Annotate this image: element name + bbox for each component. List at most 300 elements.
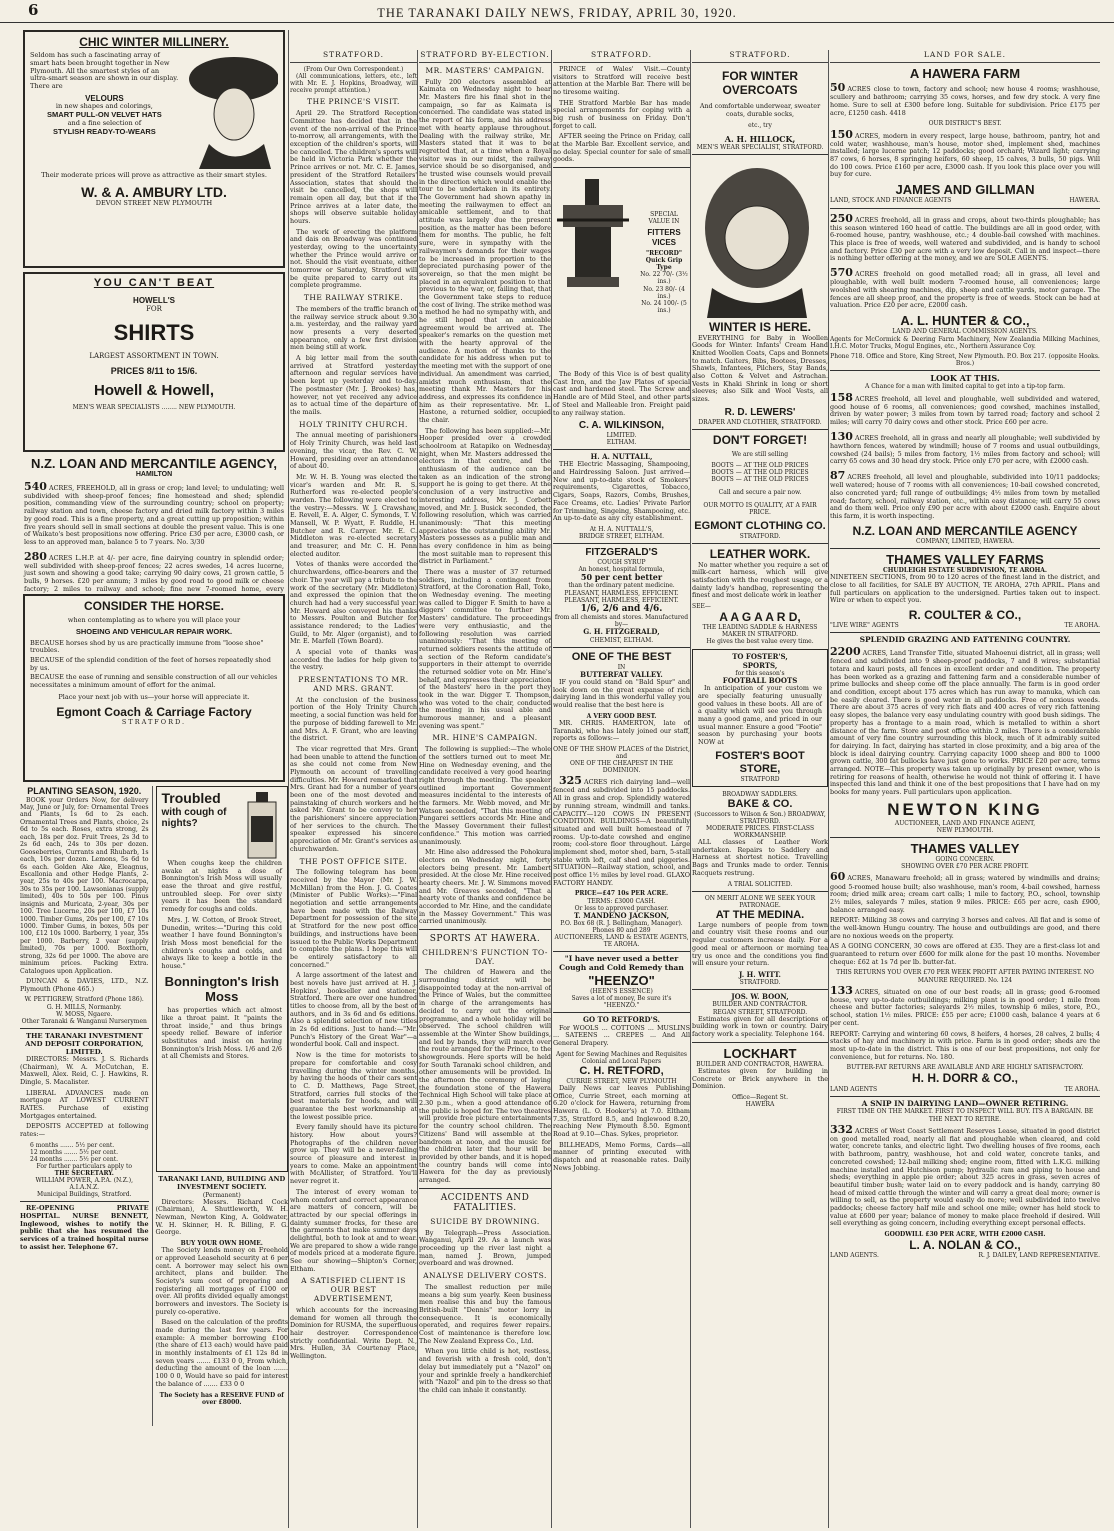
col3-para-9: When you little child is hot, restless, and feverish with a fresh cold, don't delay but immediately put a "Nazol" on your and sprinkle freely a handkerchief with "Nazol" and pin to the dress so that the child can inhale it constantly. [419, 1347, 551, 1394]
vice-size-1: No. 22 70/- (3½ ins.) [640, 271, 688, 286]
col2-section-6: A SATISFIED CLIENT IS OUR BEST ADVERTISEMENT, [301, 1276, 406, 1304]
fitz-l2: 50 per cent better [580, 572, 663, 583]
col3-para-8: The smallest reduction per mile means a big sum yearly. Keen business men realise this and buy the famous British-built "Dennis" motor lorry in consequence. It is economically operated, and requires fewer repairs. Cost of maintenance is therefore low. The New Zealand Express Co., Ltd. [419, 1282, 551, 1345]
medina-name: AT THE MEDINA. [715, 908, 805, 921]
butterfat-show: ONE OF THE SHOW PLACES of the District, [553, 745, 690, 753]
investment-liberal: LIBERAL ADVANCES made on mortgage AT LOWEST CURRENT RATES. Purchase of existing Mortgages entertained. [20, 1088, 149, 1120]
landbuilding-buy: BUY YOUR OWN HOME. [180, 1240, 263, 1248]
retford-go: GO TO RETFORD'S. [583, 1015, 660, 1025]
retford-items: For WOOLS ... COTTONS ... MUSLINS ... SATEENS ... CREPES ... And All General Drapery. [553, 1023, 690, 1048]
aagaard-gives: He gives the best value every time. [706, 638, 814, 646]
page-number: 6 [28, 1, 39, 19]
butterfat-cheap: ONE OF THE CHEAPEST IN THE DOMINION. [569, 760, 674, 775]
hunter-addr: Phone 718. Office and Store, King Street, New Plymouth. P.O. Box 217. (opposite Hooks. Bros.) [830, 352, 1100, 367]
col1-right-sub [153, 786, 288, 1426]
thames2-report2: REPORT: Carrying and wintering 60 cows, 8 heifers, 4 horses, 28 calves, 2 bulls; 4 stacks of hay and machinery in with price. Farm is in good order; sheds are the most up-to-date in the district. This is one of our best propositions, not only for convenience, but for returns. No. 180. [830, 1029, 1100, 1061]
butterfat-who: MR. CHRIS. HAMERTON, late of Taranaki, who has lately joined our staff, reports as follows:— [553, 718, 690, 743]
butterfat-title: ONE OF THE BEST [571, 650, 672, 663]
coulter-town: TE AROHA. [1064, 622, 1100, 630]
bonnington-advert [156, 786, 288, 1172]
col2-para-8: A special vote of thanks was accorded the ladies for help given to the vestry. [290, 648, 417, 672]
col3-para-2: The following has been supplied:—Mr. Hooper presided over a crowded schoolroom at Ratapiko on Wednesday night, when Mr. Masters addressed the electors in that centre, and the enthusiasm of the audience can be taken as an indication of the strong support he is going to get there. At the conclusion of a very instructive and interesting address, Mr. J. Corbett moved, and Mr. J. Busick seconded, the following resolution, which was carried unanimously: "That this meeting appreciates the outstanding ability Mr. Masters possesses as a public man and has every confidence in him as being the most suitable man to represent this district in Parliament." [419, 426, 551, 566]
dorr-name: H. H. DORR & CO., [911, 1071, 1018, 1086]
col1-lower [20, 786, 288, 1426]
egmont-clothing-town: STRATFORD. [739, 533, 781, 541]
col2-note: (All communications, letters, etc., left with Mr. E. J. Hopkins, Broadway, will receive prompt attention.) [290, 72, 417, 95]
horse-advert [23, 594, 285, 782]
lockhart-sub: BUILDER AND CONTRACTOR, HAWERA. [696, 1061, 824, 1068]
howell-advert [23, 272, 285, 452]
butterfat-terms: TERMS: £3000 CASH. [587, 897, 656, 905]
col3-para-7: By Telegraph—Press Association. Wanganui, April 29. As a launch was proceeding up the river last night a man, named J. Brown, jumped overboard and was drowned. [419, 1228, 551, 1268]
hospital-notice: RE-OPENING PRIVATE HOSPITAL. NURSE BENNETT, Inglewood, wishes to notify the public that she has resumed the services of a trained hospital nurse to assist her. Telephone 67. [20, 1204, 149, 1251]
medicine-bottle-illustration [242, 790, 282, 860]
aagaard-sub: THE LEADING SADDLE & HARNESS MAKER IN STRATFORD. [702, 624, 818, 639]
column-3 [419, 50, 552, 1528]
hawera-listing-1: ACRES close to town, factory and school; new house 4 rooms; washhouse, scullery and bathroom; carrying 35 cows, horses, and few dry stock. A very fine home. Sure to sell at £300 before long. Suitable for subdivision. Price £175 per acre, £1250 cash. 4418 [830, 85, 1100, 117]
leather-see: SEE— [692, 602, 711, 610]
dont-still: We are still selling [731, 450, 789, 458]
bake-trial: A TRIAL SOLICITED. [727, 880, 793, 888]
planting-title: PLANTING SEASON, 1920. [27, 786, 142, 796]
retford-agent: Agent for Sewing Machines and Requisites [555, 1050, 688, 1058]
col3-section-6: SUICIDE BY DROWNING. [430, 1216, 540, 1226]
nuttall-at: At H. A. NUTTALL'S, [589, 525, 654, 533]
heenzo-saves: Saves a lot of money, Be sure it's "HEENZO." [571, 995, 672, 1010]
thames2-acres-2: 133 [830, 983, 853, 997]
retford-paper: Colonial and Local Papers [581, 1057, 662, 1065]
col2-para-13: Now is the time for motorists to prepare for comfortable and cosy travelling during the winter months, by having the hoods of their cars sent to C. D. Matthews, Page Street, Stratford, carries full stocks of the best materials for hoods, and will guarantee the best workmanship at the lowest possible price. [290, 1051, 417, 1121]
col3-section-7: ANALYSE DELIVERY COSTS. [423, 1271, 547, 1281]
dorr-town: TE AROHA. [1064, 1085, 1100, 1093]
col4-notice-3: AFTER seeing the Prince on Friday, call at the Marble Bar. Excellent service, and no delay. Special counter for sale of small goods. [553, 132, 690, 164]
butterfat-agent: T. MANDENO JACKSON, [573, 910, 670, 920]
col2-section-5: THE POST OFFICE SITE. [299, 856, 408, 866]
vice-size-3: No. 24 100/- (5 ins.) [641, 299, 687, 314]
thames2-listing-2: ACRES, situated on one of our best roads; all in grass; good 6-roomed house, very up-to-date outbuildings; milking plant is in good order; 1 mile from cheese and butter factories; saleyards 2½ miles, township 6 miles, store, P.O., school, station 1½ miles. PRICE: £55 per acre; £1000 cash, balance 4 years at 6 per cent. [830, 987, 1100, 1027]
thames2-return: THIS RETURNS YOU OVER £70 PER WEEK PROFIT AFTER PAYING INTEREST. NO MANURE REQUIRED. No. 124 [836, 969, 1094, 984]
col2-para-16: which accounts for the increasing demand for women all through the Dominion for RUSMA, the superfluous hair destroyer. Correspondence strictly confidential. Write Dept. N., Mrs. Hullen, 3A Courtenay Place, Wellington. [290, 1305, 417, 1361]
hillock-and: And comfortable underwear, sweater coats, durable socks, [699, 102, 821, 118]
heenzo-name: "HEENZO" [588, 972, 655, 988]
newton-king-sub: AUCTIONEER, LAND AND FINANCE AGENT, [894, 819, 1036, 827]
ambury-line4: and a fine selection of [67, 119, 142, 128]
nzloan-listing-2: ACRES L.H.P. at 4/- per acre, fine dairying country in splendid order; well subdivided with sheep-proof fences; 22 acres swedes, 14 acres lucerne, just sown and showing a good take; carrying 90 dairy cows, 21 grown cattle, 5 bulls, 9 horses. £20 per annum; 3 miles by good road to good milk or cheese factory; 2 miles to railway and school; fine new 7-roomed home, every [24, 553, 284, 593]
james-gillman-name: JAMES AND GILLMAN [895, 182, 1035, 198]
column-2 [290, 50, 418, 1528]
planting-w3: W. MOSS, Ngaere. [56, 1010, 113, 1018]
snip-price: GOODWILL £30 PER ACRE, WITH £2000 CASH. [884, 1231, 1046, 1239]
hawera-listing-2: ACRES, modern in every respect, large house, bathroom, pantry, hot and cold water, washhouse, man's house, motor shed, implement shed, machines installed; large lucerne patch; 12 paddocks; good orchard; Wizard light; carrying 87 cows, 6 horses, 8 springing heifers, 60 sheep, 15 calves, 3 bulls, 50 pigs. Will do 100 cows. Price £160 per acre, £3000 cash. If you look this place over you will buy for cure. [830, 131, 1100, 179]
investment-rate-1: 6 months ....... 5½ per cent. [30, 1141, 115, 1149]
coulter-name: R. COULTER & CO., [908, 608, 1022, 623]
investment-further: For further particulars apply to [36, 1162, 132, 1170]
hillock-name: A. H. HILLOCK, [724, 133, 796, 144]
howell-prices: PRICES 8/11 to 15/6. [110, 365, 198, 376]
aagaard-name: A A G A A R D, [719, 610, 801, 625]
landbuilding-title: TARANAKI LAND, BUILDING AND INVESTMENT SOCIETY. [158, 1175, 286, 1191]
bonnington-body2: has properties which act almost like a throat paint. It "paints the throat inside," and thus brings speedy relief. Beware of inferior substitutes and insist on having Bonnington's Irish Moss. 1/6 and 2/6 at all Chemists and Stores. [161, 1006, 282, 1061]
vice-name: C. A. WILKINSON, [578, 420, 665, 432]
butterfat-in: IN [617, 663, 626, 671]
thames2-going: GOING CONCERN. [935, 856, 995, 864]
nuttall-addr: BRIDGE STREET, ELTHAM. [578, 533, 664, 540]
vice-desc: The Body of this Vice is of best quality Cast Iron, and the Jaw Plates of special cast and hardened steel. The Screw and Handle are of Mild Steel, and other parts of Steel and Malleable Iron. Freight paid to any railway station. [553, 370, 690, 417]
col2-heading: STRATFORD. [290, 50, 417, 63]
howell-name: Howell & Howell, [93, 382, 214, 400]
fitz-l3: than the ordinary patent medicine. [568, 582, 675, 590]
dont-call: Call and secure a pair now. [718, 489, 802, 497]
retford-news: Daily News car leaves Publishing Office, Currie Street, each morning at 6.20 o'clock for Hawera, returning from Hawera (L. O. Hooker's) at 7.0. Eltham 7.35, Stratford 8.5, and Inglewood 8.20, reaching New Plymouth 8.50. Egmont Road at 9.10—Chas. Sykes, proprietor. [553, 1083, 690, 1139]
foster-advert [692, 649, 828, 786]
winter-title: WINTER IS HERE. [708, 320, 811, 335]
fitz-sub: COUGH SYRUP [597, 558, 646, 566]
column-5 [692, 50, 829, 1528]
ambury-readytowear: STYLISH READY-TO-WEARS [53, 126, 156, 136]
hillock-try: etc., try [748, 121, 772, 129]
newton-king-name: NEWTON KING [887, 799, 1043, 819]
hawera-acres-1: 50 [830, 81, 846, 95]
dont-boots-1: BOOTS — AT THE OLD PRICES [711, 461, 809, 469]
james-gillman-town: HAWERA. [1069, 197, 1100, 205]
ambury-address: DEVON STREET NEW PLYMOUTH [95, 199, 213, 208]
col2-para-4: A big letter mail from the south arrived at Stratford yesterday afternoon and regular services have been kept up yesterday and to-day. The postmaster (Mr. J. Brookes) has, however, not yet received any advice as to actual time of the departure of the mails. [290, 354, 417, 416]
look-name: N.Z. LOAN AND MERCANTILE AGENCY [852, 523, 1078, 538]
col2-para-11: The following telegram has been received by the Mayor (Mr. J. W. McMillan) from the Hon. J. G. Coates (Minister of Public Works):—"Final negotiation and settle arrangements have been made with the Railway Department for possession of the site at Stratford for the new post office buildings, and instructions have been issued to the Public Works Department to complete the plans. I hope this will be entirely satisfactory to all concerned." [290, 868, 417, 969]
look-title: LOOK AT THIS. [930, 373, 1000, 384]
col1-left-sub [20, 786, 153, 1426]
planting-body: BOOK your Orders Now, for delivery May, June or July, for: Ornamental Trees and Plants, 1s 6d to 2s each. Ornamental Trees and Plants, choice, 2s 6d to 5s each. Roses, extra strong, 2s each, 18s per doz. Fruit Trees, 2s 3d to 2s 6d each, 24s to 30s per dozen. Gooseberries, Currants and Rhubarb, 1s each, 10s per dozen. Lemons, 5s 6d to 6s each. Golden Ake Ake, Eleagnus, Escallonia and other Hedge Plants, 2-year, 25s to 40s per 100. Macrocarpa, 30s to 35s per 100. Lawsonianas (supply limited), 40s to 50s per 100. Pinus insignis and Muricata, 2-year, 30s per 100. Tree Lucerne, 20s per 100, £7 10s 1000. Timber Gums, 20s per 100, £7 10s 1000. Timber Gums, in boxes, 50s per 100, £12 10s 1000. Barberry, 1 year, 35s per 1000. Barberry, 2 year (supply limited), 70s per 1000. Boxthorn, strong, 32s 6d per 1000. The above are minimum prices. Packing Extra. Catalogues upon Application. [20, 796, 149, 975]
nolan-name: L. A. NOLAN & CO., [909, 1238, 1021, 1253]
horse-line1: when contemplating as to where you will place your [67, 616, 241, 625]
vice-fitters: FITTERS VICES [647, 228, 681, 247]
dont-boots-3: BOOTS — AT THE OLD PRICES [711, 475, 809, 483]
butterfat-desc: ACRES rich dairying land—well fenced and subdivided into 15 paddocks. All in grass and crop. Splendidly watered by running stream, windmill and tanks. CAPACITY—120 COWS IN PRESENT CONDITION. BUILDINGS—A beautifully situated and well built homestead of 7 rooms. Up-to-date cowshed and engine room; cool-store floor throughout. Large implement shed, motor shed, barn, 5-stall stable with loft, calf shed and piggeries. SITUATION—Railway station, school, and post office 1½ miles by level road. GLAXO FACTORY HANDY. [553, 778, 690, 887]
fitz-l4: PLEASANT, HARMLESS, EFFICIENT. PLEASANT, HARMLESS, EFFICIENT. [564, 589, 679, 604]
investment-directors: DIRECTORS: Messrs. J. S. Richards (Chairman), W. A. McCutchan, E. Maxwell, Alex. Reid, C. J. Hawkins, R. Dingle, S. Macalister. [20, 1054, 149, 1086]
fitz-name: G. H. FITZGERALD, [583, 627, 660, 637]
snip-listing: ACRES of West Coast Settlement Reserves Lease, situated in good district on good metalled road, nearly all flat and ploughable when cleared, and cold water, concrete tanks, and electric light. Two dwelling houses of five rooms, each with bathroom, pantry, washhouse, hot and cold water, concrete tanks, and concreted cowshed; 12-bail milking shed; engine room, fitted with L.K.G. milking machine installed and Hutchison pump; hydraulic ram and piping to house and sheds; everything in apple pie order; about 325 acres in grass, seven acres of beautiful timber bush; water laid on to every paddock and is handy, carrying 80 head of mixed cattle through the winter and will carry a great deal more; owner is willing to sell, as the property would easily do more; well subdivided into twelve paddocks; cheese factory half mile and school one mile; owner has held stock to value at £600 per year; balance of money to make place freehold if desired. Will sell everything as going concern, including everything except personal effects. [830, 1126, 1100, 1228]
snip-title: A SNIP IN DAIRYING LAND—OWNER RETIRING. [861, 1098, 1069, 1108]
horse-title: CONSIDER THE HORSE. [83, 599, 224, 613]
col2-para-10: The vicar regretted that Mrs. Grant had been unable to attend the function as she could not come from New Plymouth on account of travelling difficulties. Mr. Howard remarked that Mrs. Grant had for a number of years been one of the most devoted and painstaking of church workers and he asked Mr. Grant to be convey to her the parishioners' sincere appreciation of her services to the church. The speaker expressed his sincere appreciation of Mr. Grant's services as churchwarden. [290, 744, 417, 853]
col6-heading: LAND FOR SALE. [830, 50, 1100, 63]
butterfat-or: Or less to approved purchaser. [574, 904, 669, 912]
james-gillman-sub: LAND, STOCK AND FINANCE AGENTS [830, 197, 952, 205]
leather-title: LEATHER WORK. [709, 547, 811, 562]
horse-firm: Egmont Coach & Carriage Factory [56, 705, 252, 720]
look-sub: COMPANY, LIMITED, HAWERA. [915, 537, 1014, 545]
foster-boots: FOOTBALL BOOTS [722, 675, 798, 685]
nzloan-acres-1: 540 [24, 479, 47, 493]
col2-para-6: Mr. W. H. B. Young was elected the vicar's warden and Mr. R. S. Rutherford was re-elected people's warden. The following were elected to the vestry:—Messrs. W. J. Crawshaw, E. Revell, E. A. Alger, C. Symonds, T. V. Mansell, W. P. Wyatt, F. Ruddle, H. Butcher and R. Carryer. Mr. E. C. Middleton was re-elected secretary and treasurer, and Mr. C. H. Penn elected auditor. [290, 472, 417, 558]
hunter-acres-2: 570 [830, 266, 853, 280]
nzloan-sub: HAMILTON [135, 471, 173, 479]
col2-section-1: THE PRINCE'S VISIT. [307, 97, 400, 107]
planting-w1: W. PETTIGREW, Stratford (Phone 186). [24, 996, 144, 1004]
thames2-show: SHOWING OVER £70 PER ACRE PROFIT. [901, 863, 1029, 871]
hillock-over: OVERCOATS [722, 83, 798, 97]
col2-para-14: Every family should have its picture history. How about yours? Photographs of the children never grow up. They will be a never-failing source of pleasure and interest in years to come. Make an appointment with McAllister, of Stratford. You'll never regret it. [290, 1123, 417, 1186]
nzloan-title: N.Z. LOAN AND MERCANTILE AGENCY, [30, 456, 278, 471]
horse-town: STRATFORD. [121, 718, 187, 727]
vice-town: ELTHAM. [606, 439, 637, 447]
lockhart-body: Estimates given for building in Concrete or Brick anywhere in the Dominion. [692, 1067, 828, 1091]
col2-para-7: Votes of thanks were accorded the churchwardens, office-bearers and the choir. The year will pay a tribute to the work of the secretary (Mr. Middleton) and expressed the opinion that the church had had a very successful year. Mr. Howard also conveyed his thanks to Messrs. Poulton and Butcher for assistance rendered; to the Ladies' Guild, to Mr. Alger (organist), and to Mr. E. Marfell (Town Board). [290, 560, 417, 646]
col3-para-5: Mr. Hine also addressed the Pohokura electors on Wednesday night, forty electors being present. Mr. Lambert presided. At the close Mr. Hine received hearty cheers. Mr. J. W. Simmons moved and Mr. Greaves seconded, "That a hearty vote of thanks and confidence be accorded to Mr. Hine, and the candidate in the Massey Government." This was carried unanimously. [419, 848, 551, 926]
fitz-chem: CHEMIST, ELTHAM. [589, 636, 654, 644]
ambury-velvet: SMART PULL-ON VELVET HATS [47, 110, 162, 120]
bonnington-testimonial: Mrs. J. W. Cotton, of Brook Street, Dunedin, writes:—"During this cold weather I have found Bonnington's Irish Moss most beneficial for the children's coughs and colds, and always like to keep a bottle in the house." [161, 915, 282, 970]
foster-to: TO FOSTER'S, [732, 652, 788, 662]
ambury-advert [23, 30, 285, 268]
howell-line5: LARGEST ASSORTMENT IN TOWN. [89, 351, 219, 360]
foster-for: for this season's [735, 669, 785, 677]
retford-bills: BILLHEADS, Memo Forms, Cards—all manner of printing executed with dispatch and at reasonable rates. Daily News Jobbing. [553, 1140, 690, 1172]
butterfat-good: A VERY GOOD BEST. [586, 712, 657, 720]
dorr-sub: LAND AGENTS [830, 1085, 878, 1093]
fitz-title: FITZGERALD'S [585, 547, 658, 559]
investment-rate-3: 24 months ....... 5½ per cent. [30, 1155, 119, 1163]
investment-who: WILLIAM POWER, A.P.A. (N.Z.), A.I.A.N.Z. [35, 1177, 134, 1192]
investment-rate-2: 12 months ....... 5½ per cent. [30, 1148, 119, 1156]
hillock-for: FOR WINTER [722, 68, 798, 83]
vice-special: SPECIAL VALUE IN [648, 211, 680, 226]
nzloan-listing-1: ACRES, FREEHOLD, all in grass or crop; land level; to undulating; well subdivided with sheep-proof fences; fine homestead and shed; splendid position, commanding view of the surrounding country; school on property; railway station and town, cheese factory and dried milk factory within 3 miles by good road. This is a fine property, and a great cutting up proposition; within five years should sell in small sections at double the present value. This is one of Waikato's best propositions now offering. Price £30 per acre, £3000 cash, or less to an approved man, balance 5 to 7 years. No. 3/30 [24, 483, 284, 546]
foster-body: In anticipation of your custom we are specially featuring unusually good values in these boots. All are of a quality which will see you through many a good game, and priced in our usual manner. Ensure a good "Footie" season by purchasing your boots NOW at [698, 684, 822, 747]
nolan-rep: R. J. DAILEY, LAND REPRESENTATIVE. [978, 1252, 1100, 1260]
horse-line4: BECAUSE of the splendid condition of the feet of horses repeatedly shod by us. [30, 655, 271, 672]
col3-section-5: ACCIDENTS AND FATALITIES. [440, 1192, 530, 1214]
snip-first: FIRST TIME ON THE MARKET. FIRST TO INSPECT WILL BUY. ITS A BARGAIN. BE THE NEXT TO RETIRE. [836, 1108, 1094, 1123]
col3-section-3: SPORTS AT HAWERA. [429, 934, 541, 945]
nolan-sub: LAND AGENTS. [830, 1252, 879, 1260]
col3-para-6: The children of Hawera and the surrounding district will be disappointed today at the non-arrival of the Prince of Wales, but the committee in charge of the arrangements has decided to carry out the original programme, and a whole holiday will be observed. The school children will assemble at the Winter Show buildings, and led by bands, they will march over the route arranged for the Prince, to the showgrounds. Here sports will be held for South Taranaki school children, and other amusements will be provided. In the afternoon the ceremony of laying the foundation stone of the Hawera Technical High School will take place at 2.30 p.m., when a good attendance of the public is hoped for. The two theatres will provide free picture entertainments for the country school children. The Citizens' Band will assemble at the bandroom at noon, and the music for the children later that hour will be provided by other bands, and it is hoped the country bands will come into Hawera for the day as previously arranged. [419, 968, 551, 1184]
column-1 [20, 30, 289, 1528]
horse-line3: BECAUSE horses shod by us are practically immune from "loose shoe" troubles. [30, 638, 264, 655]
dont-title: DON'T FORGET! [712, 432, 808, 447]
thames2-acres-1: 60 [830, 870, 846, 884]
look-acres-3: 87 [830, 469, 846, 483]
lady-in-hat-illustration [179, 49, 278, 169]
col2-para-12: A large assortment of the latest and best novels have just arrived at H. J. Hopkins', bookseller and stationer, Stratford. There are over one hundred titles to choose from, all by the best of authors, and in 3s 6d and 6s editions. Also a splendid selection of new titles in 2s 6d editions. Just to hand:—"Mr. Punch's History of the Great War"—a wonderful book. Call and inspect. [290, 971, 417, 1049]
nuttall-name: H. A. NUTTALL, [590, 452, 653, 462]
investment-secretary: THE SECRETARY. [54, 1170, 114, 1178]
howell-shirts: SHIRTS [113, 319, 195, 345]
retford-addr: CURRIE STREET, NEW PLYMOUTH [566, 1077, 677, 1085]
col3-section-2: MR. HINE'S CAMPAIGN. [432, 733, 538, 743]
thames2-going2: AS A GOING CONCERN, 30 cows are offered at £35. They are a first-class lot and guaranteed to return over £600 for milk alone for the past 10 months. November cheque: £62 at 1s 7d per lb. butter-fat. [830, 942, 1100, 966]
dont-boots-2: BOOTS — AT THE OLD PRICES [711, 468, 809, 476]
howell-sub: MEN'S WEAR SPECIALISTS ........ NEW PLYMOUTH. [72, 404, 236, 412]
butterfat-valley: BUTTERFAT VALLEY. [580, 669, 663, 679]
butterfat-town: TE AROHA. [603, 941, 640, 949]
boon-addr: REGAN STREET, STRATFORD. [712, 1008, 808, 1016]
nzloan-hamilton-advert [20, 456, 288, 594]
bonnington-head2: with cough of nights? [161, 806, 227, 830]
bonnington-head1: Troubled [161, 790, 221, 806]
fitz-from: from all chemists and stores. Manufactured by— [554, 614, 689, 629]
ambury-title: CHIC WINTER MILLINERY. [79, 35, 229, 49]
newton-king-town: NEW PLYMOUTH. [936, 826, 994, 834]
col4-heading: STRATFORD. [553, 50, 690, 63]
nzloan-acres-2: 280 [24, 549, 47, 563]
hawera-our: OUR DISTRICT'S BEST. [928, 120, 1002, 128]
bake-body: ALL classes of Leather Work undertaken. Repairs to Saddlery and Harness at shortest notice. Travelling Bags and Trunks made to order. Tennis Racquets restrung. [692, 838, 828, 877]
vice-record: "RECORD" Quick Grip Type [645, 250, 683, 272]
bake-name: BAKE & CO. [727, 797, 793, 810]
investment-title: THE TARANAKI INVESTMENT AND DEPOSIT CORPORATION, LIMITED. [25, 1031, 144, 1056]
boon-body: Estimates given for all descriptions of building work in town or country. Dairy factory work a speciality. Telephone 164. [692, 1014, 828, 1038]
masthead [0, 0, 1114, 23]
butterfat-auct: AUCTIONEERS, LAND & ESTATE AGENTS, [554, 934, 689, 942]
bonnington-body: When coughs keep the children awake at nights a dose of Bonnington's Irish Moss will usually ease the throat and give restful, untroubled sleep. For over sixty years it has been the standard remedy for coughs and colds. [161, 859, 282, 914]
foster-town: STRATFORD [740, 775, 780, 783]
hunter-sub: LAND AND GENERAL COMMISSION AGENTS. [892, 328, 1038, 336]
coulter-live: "LIVE WIRE" AGENTS [830, 622, 899, 630]
col2-section-3: HOLY TRINITY CHURCH. [299, 419, 408, 429]
foster-sports: SPORTS, [742, 660, 778, 670]
thames-body: NINETEEN SECTIONS, from 90 to 120 acres of the finest land in the district, and close to all facilities, for SALE BY AUCTION, TE AROHA, 27th APRIL. Plans and full particulars on application to the undersigned. Parties taken out to inspect. Wire or when to expect you. [830, 573, 1100, 605]
newspaper-title: THE TARANAKI DAILY NEWS, FRIDAY, APRIL 30, 1920. [377, 6, 737, 20]
investment-where: Municipal Buildings, Stratford. [36, 1191, 132, 1199]
fitz-prices: 1/6, 2/6 and 4/6. [580, 603, 663, 614]
col2-para-9: At the conclusion of the business portion of the Holy Trinity Church meeting, a social function was held for the purpose of bidding farewell to Mr. and Mrs. A. F. Grant, who are leaving the district. [290, 695, 417, 743]
column-6 [830, 50, 1100, 1528]
landbuilding-reserve: The Society has a RESERVE FUND of over £8000. [159, 1391, 284, 1406]
col3-para-3: There was a muster of 37 returned soldiers, including a contingent from Stratford, at the Coronation Hall, Toko, on Wednesday evening. The meeting was called to Digger F. Smith to have a diggers' committee to further Mr. Masters' candidature. The proceedings were very enthusiastic, and the following resolution was carried unanimously: "That this meeting of returned soldiers resents the attitude of a section of the Reform candidate's supporters in their attempt to override the returned soldier vote on Mr. Hine's behalf, and expresses their appreciation of the Masters' hero in the port they took in the war. Digger T. Thompson, who was voted to the chair, conducted the meeting in his usual able and humorous manner, and a pleasant evening was spent." [419, 568, 551, 730]
col2-correspondent: (From Our Own Correspondent.) [303, 65, 404, 73]
boon-name: JOS. W. BOON, [731, 992, 789, 1002]
col3-section-4: CHILDREN'S FUNCTION TO-DAY. [422, 947, 548, 966]
lockhart-town: HAWERA [745, 1101, 775, 1109]
landbuilding-rates: Based on the calculation of the profits made during the last few years. For example: A member borrowing £100 (the share of £13 each) would have paid in monthly instalments of £1 12s 8d in seven years ....... £133 0 0, From which, deducting the amount of the loan ....... 100 0 0, Would have so paid for interest the balance of ....... £33 0 0 [155, 1318, 288, 1388]
look-listing-3: ACRES freehold, all level and ploughable, subdivided into 10/11 paddocks; well watered; house of 7 rooms with all conveniences; 10-bail cowshed concreted, also concreted yard; full range of outbuildings; 4½ miles from town by metalled road; factory, school, railway station, etc., within easy distance; will carry 55 cows and do them well. Price only £90 per acre with about £2000 cash. Enquire about this farm, it is worth inspecting. [830, 473, 1100, 520]
horse-line2: SHOEING AND VEHICULAR REPAIR WORK. [75, 626, 233, 636]
thames2-butter: BUTTER-FAT RETURNS ARE AVAILABLE AND ARE HIGHLY SATISFACTORY. [846, 1064, 1084, 1072]
howell-line1: YOU CAN'T BEAT [93, 277, 215, 289]
ambury-prices: Their moderate prices will prove as attractive as their smart styles. [41, 171, 267, 180]
howell-line2: HOWELL'S [133, 295, 175, 305]
splendid-acres: 2200 [830, 645, 861, 659]
ambury-intro: Seldom has such a fascinating array of smart hats been brought together in New Plymouth. All the smartest styles of an ultra-smart season are shown in our display. There are [30, 51, 179, 91]
bake-head: BROADWAY SADDLERS. [722, 790, 798, 798]
col2-para-5: The annual meeting of parishioners of Holy Trinity Church, was held last evening, the vicar, the Rev. C. W. Howard, presiding over an attendance of about 40. [290, 431, 417, 471]
vice-illustration [555, 175, 635, 325]
butterfat-price: PRICE—£47 10s PER ACRE. [574, 890, 669, 898]
thames2-title: THAMES VALLEY [910, 840, 1020, 856]
look-acres-2: 130 [830, 429, 853, 443]
howell-line3: FOR [146, 305, 162, 314]
col5-heading: STRATFORD. [692, 50, 828, 63]
vice-ltd: LIMITED. [606, 432, 637, 440]
medina-who: J. H. WITT. [739, 969, 781, 979]
dont-motto: OUR MOTTO IS QUALITY, AT A FAIR PRICE. [703, 502, 817, 517]
boon-sub: BUILDER AND CONTRACTOR. [712, 1001, 808, 1009]
look-listing-2: ACRES freehold, all in grass and nearly all ploughable; well subdivided by hawthorn fences, watered by windmill; house of 7 rooms and usual outbuildings, cowshed (24 bails); 5 miles from factory, 1½ miles from factory and school; will carry 65 cows and 30 head dry stock. Price only £70 per acre, with £2000 cash. [830, 433, 1100, 466]
col2-para-3: The members of the traffic branch of the railway service struck about 9.30 a.m. yesterday, and the railway yard now presents a very deserted appearance, only a few first division men being still at work. [290, 304, 417, 352]
thames2-report: REPORT: Milking 38 cows and carrying 3 horses and calves. All flat and is some of the well-known Hungu country. The house and outbuildings are good, and there are no noxious weeds on the property. [830, 916, 1100, 940]
butterfat-acres: 325 [559, 774, 582, 788]
retford-name: C. H. RETFORD, [579, 1064, 664, 1077]
col3-heading: STRATFORD BY-ELECTION. [419, 50, 551, 63]
medina-body: Large numbers of people from town and country visit these rooms and our regular customers increase daily. For a good meal or afternoon or morning tea try us once and the conditions you find will ensure your return. [692, 920, 828, 968]
ambury-name: W. & A. AMBURY LTD. [81, 183, 227, 200]
lockhart-name: LOCKHART [723, 1045, 797, 1061]
col2-section-2: THE RAILWAY STRIKE. [303, 293, 404, 303]
col3-section-1: MR. MASTERS' CAMPAIGN. [425, 65, 545, 75]
butterfat-body: IF you could stand on "Bald Spur" and look down on the great expanse of rich dairying land in this wonderful valley you would realise that the best here is [553, 678, 690, 710]
col4-notice-2: THE Stratford Marble Bar has made special arrangements for coping with a big rush of business on Friday. Don't forget to call. [553, 98, 690, 130]
splendid-title: SPLENDID GRAZING AND FATTENING COUNTRY. [859, 635, 1071, 645]
foster-name: FOSTER'S BOOT STORE, [715, 749, 805, 775]
planting-w2: G. H. MILLS, Normanby. [46, 1003, 122, 1011]
col2-section-4: PRESENTATIONS TO MR. AND MRS. GRANT. [298, 675, 409, 693]
column-4 [553, 50, 691, 1528]
bonnington-name: Bonnington's Irish Moss [164, 973, 279, 1004]
winter-body: EVERYTHING for Baby in Woollen Goods for Winter. Infants' Cream Hand Knitted Woollen Coats, Caps and Bonnets to match. Gaiters, Bibs, Bootees, Dresses, Shawls, Infantees, Pilchers, Stay Bands, also Cotton & Velvet and Astrachan. Vests in Khaki Shrink in long or short sleeves; also Silk and Wool Vests, all sizes. [692, 333, 829, 404]
col3-para-1: Fully 200 electors assembled at Kaimata on Wednesday night to hear Mr. Masters fire his final shot in the campaign, so far as Kaimata is concerned. The candidate was stated in the report of his form, and his address met with hearty applause throughout. Dealing with the railway strike, Mr. Masters stated that it was to be regretted that, at a time when a Royal visitor was in our midst, the railway service should be so disorganised, and he trusted wise counsels would prevail in the direction which would enable the tour to be undertaken in its entirety. The Government had shown apathy in meeting the railwaymen to effect an amicable settlement, and to that attitude was largely due the present position, as the matter has been before them for months. The public, he felt sure, were in sympathy with the railwaymen's demands for their wages to be increased in proportion to the depreciated purchasing power of the sovereign, so that the men might be placed in an equivalent position to that previous to the war, or, failing that, that the Government take steps to reduce the cost of living. The strike method was a method he had no sympathy with, and he still hoped that an amicable agreement would be arrived at. The speaker's remarks on the question met with the hearty approval of the audience. A motion of thanks to the candidate for his address when put to the meeting met with the support of one individual. An amendment was carried, amidst much enthusiasm, that the meeting thank Mr. Masters for his address, and expresses its confidence in him as their representative. Mr. L. Hastone, a returned soldier, occupied the chair. [419, 77, 551, 424]
hunter-acres-1: 250 [830, 211, 853, 225]
hawera-title: A HAWERA FARM [909, 65, 1021, 81]
hawera-acres-2: 150 [830, 127, 853, 141]
hunter-name: A. L. HUNTER & CO., [900, 313, 1030, 329]
vice-size-2: No. 23 80/- (4 ins.) [643, 285, 685, 300]
medina-town: STRATFORD. [739, 979, 781, 987]
egmont-clothing-name: EGMONT CLOTHING CO. [694, 520, 826, 533]
leather-body: No matter whether you require a set of milk-cart harness, which will give satisfaction with the roughest usage, or a dainty lady's handbag, representing the finest and most delicate work in leather [692, 560, 828, 600]
col4-notice-1: PRINCE of Wales' Visit.—County visitors to Stratford will receive best attention at the Marble Bar. There will be no tiresome waiting. [553, 64, 690, 96]
heenzo-quote: "I have never used a better Cough and Cold Remedy than [559, 954, 684, 973]
look-acres-1: 158 [830, 390, 853, 404]
nuttall-body: THE Electric Massaging, Shampooing, and Hairdressing Saloon. Just arrived—New and up-to-date stock of Smokers' requirements, Cigarettes, Tobacco, Cigars, Soaps, Razors, Combs, Brushes, Face Creams, etc. Ladies' Private Parlor for Trimming, Singeing, Shampooing, etc. An up-to-date as any city establishment. [553, 460, 690, 523]
hunter-listing-2: ACRES freehold on good metalled road; all in grass, all level and ploughable, with well built modern 7-roomed house, all conveniences; large woolshed with shearing machines, dip, sheep and cattle yards, motor garage. The fences are all sheep proof, and the property is free of weeds. Stock can be had at valuation. Price £20 per acre, £2000 cash. [830, 270, 1100, 310]
splendid-listing: ACRES, Land Transfer Title, situated Mahoenui district, all in grass; well fenced and subdivided into 9 sheep-proof paddocks, 7 and 8 wires; substantial totara and kauri posts, all fences in excellent order and condition. The property has been worked as a grazing and fattening farm and a considerable number of prime bullocks and sheep come off the place annually. The farm is in good order and condition, except about 175 acres which has run away to manuka, which can be easily cleared. There is good water in all paddocks. Free of noxious weeds. There are about 375 acres of very rich flats and 400 acres of very rich fattening easy slopes, the balance very easy undulating country with good bush sidings. The property has a frontage to a main road, which is metalled to within a short distance of the farm. Store and post office within 2 miles. There is a considerable amount of very fine country surrounding this block, much of it admirably suited for dairying. In fact, dairying has started in close proximity, and a big area of the block is ideal dairying country. Carrying capacity 1000 sheep and 800 to 1000 grown cattle, 300 fat bullocks have just gone to works. PRICE £20 per acre, terms arranged. NOTE—This property was taken up originally by present owner, who is retiring for reasons of health, otherwise he would not think of offering it. I have inspected this land and think it one of the best propositions that I have had on my books for many years. Full particulars upon application. [830, 649, 1100, 797]
thames2-listing-1: ACRES, Manawaru freehold; all in grass; watered by windmills and drains; good 5-roomed house built; also washhouse, man's room, 4-bail cowshed, harness room; dried milk area; cream cart calls; 1 mile to factory, P.O., school, township 2½ miles, saleyards 7 miles, station 9 miles. PRICE: £65 per acre, cash £900, balance arranged easy. [830, 874, 1100, 914]
fitz-l1: An honest, hospital formula, [578, 565, 665, 573]
ambury-velours: VELOURS [85, 93, 124, 103]
heenzo-sub: (HEEN'S ESSENCE) [590, 988, 653, 996]
butterfat-and: and [615, 753, 628, 761]
hillock-sub: MEN'S WEAR SPECIALIST, STRATFORD. [696, 144, 824, 152]
landbuilding-directors: Directors: Messrs. Richard Cock (Chairman), A. Shuttleworth, W. H. Newman, Newton King, A. Goldwater, W. H. Skinner, H. R. Billing, F. G. George. [155, 1197, 288, 1237]
look-listing-1: ACRES freehold, all level and ploughable, well subdivided and watered, good house of 6 rooms, all conveniences; good cowshed, machines installed, driven by water power; 3 miles from town by tarred road; factory and school 2 miles; will carry 70 dairy cows and other stock. Price £60 per acre. [830, 394, 1100, 427]
lewers-name: R. D. LEWERS' [724, 406, 796, 418]
landbuilding-perm: (Permanent) [202, 1191, 241, 1199]
lewers-sub: DRAPER AND CLOTHIER, STRATFORD. [698, 418, 822, 426]
planting-firm: DUNCAN & DAVIES, LTD., N.Z. Plymouth (Phone 465.) [20, 977, 149, 993]
col2-para-15: The interest of every woman to whom comfort and correct appearance are matters of concern, will be attracted by our special offerings in dainty summer frocks, for these are the garments that make summer days delightful, both to look at and to wear. We are prepared to show a wide range of models priced at a moderate figure. See our showing—Shipton's Corner, Eltham. [290, 1187, 417, 1273]
horse-line6: Place your next job with us—your horse will appreciate it. [58, 692, 250, 701]
lockhart-office: Office—Regent St. [731, 1094, 789, 1102]
hunter-listing-1: ACRES freehold, all in grass and crops, about two-thirds ploughable; has this season wintered 160 head of cattle. The buildings are all in good order, with 6-roomed house, pantry, washhouse, etc.; 4 double-bail cowshed with machines. This place is free of weeds, well watered and subdivided, and is handy to school and factory. Price £30 per acre with a very low deposit. Call in and inspect—there is nothing better offering at the money, and we are SOLE AGENTS. [830, 215, 1100, 263]
col3-para-4: The following is supplied:—The whole of the settlers turned out to meet Mr. Hine on Wednesday evening, and the candidate received a very good hearing right through the meeting. The speaker outlined important Government measures incidental to the interests of the farmers. Mr. Webb moved, and Mr. Watson seconded, "That this meeting of Pungarei settlers accords Mr. Hine and the Massey Government their fullest confidence." This motion was carried unanimously. [419, 745, 551, 846]
bake-mod: MODERATE PRICES. FIRST-CLASS WORKMANSHIP. [705, 824, 815, 840]
thames-title: THAMES VALLEY FARMS [886, 551, 1044, 567]
landbuilding-body: The Society lends money on Freehold or approved Leasehold security at 6 per cent. A borrower may select his own architect, plans and builder. The Society's sum cost of preparing and registering all mortgages of £100 or over. All profits divided equally amongst borrowers and investors. The Society is purely co-operative. [155, 1246, 288, 1316]
horse-line5: BECAUSE the ease of running and sensible construction of all our vehicles necessitates a minimum amount of effort for the animal. [30, 673, 278, 689]
medina-merit: ON MERIT ALONE WE SEEK YOUR PATRONAGE. [704, 894, 816, 909]
planting-w4: Other Taranaki & Wanganui Nurserymen [21, 1017, 147, 1025]
look-intro: A Chance for a man with limited capital to get into a tip-top farm. [864, 383, 1066, 391]
investment-deposits: DEPOSITS ACCEPTED at following rates:— [20, 1122, 149, 1139]
ambury-line2: in new shapes and colorings, [55, 102, 153, 111]
thames-sub: CHUDLEIGH ESTATE SUBDIVISION, TE AROHA. [882, 567, 1048, 575]
vice-advert [553, 171, 690, 371]
col2-para-1: April 29. The Stratford Reception Committee has decided that in the event of the non-arrival of the Prince to-morrow, all arrangements, with the exception of the children's sports, will be cancelled. The children's sports will be held in Victoria Park whether the Prince arrives or not. Mr. C. E. James, president of the Stratford Retailers' Association, states that should the visit be cancelled, the shops will remain open all day, but that if the Prince arrives at a later date, the shops will observe suitable holiday hours. [290, 109, 417, 225]
col2-para-2: The work of erecting the platform and dais on Broadway was continued yesterday, owing to the uncertainty whether the Prince would arrive or not. Should the visit eventuate, either tomorrow or Saturday, Stratford will be quite prepared to carry out its complete programme. [290, 227, 417, 290]
hunter-agents: Agents for McCormick & Deering Farm Machinery, New Zealandia Milking Machines, I.H.C. Motor Trucks, Mogul Engines, etc., Northern Assurance Coy. [830, 335, 1100, 350]
